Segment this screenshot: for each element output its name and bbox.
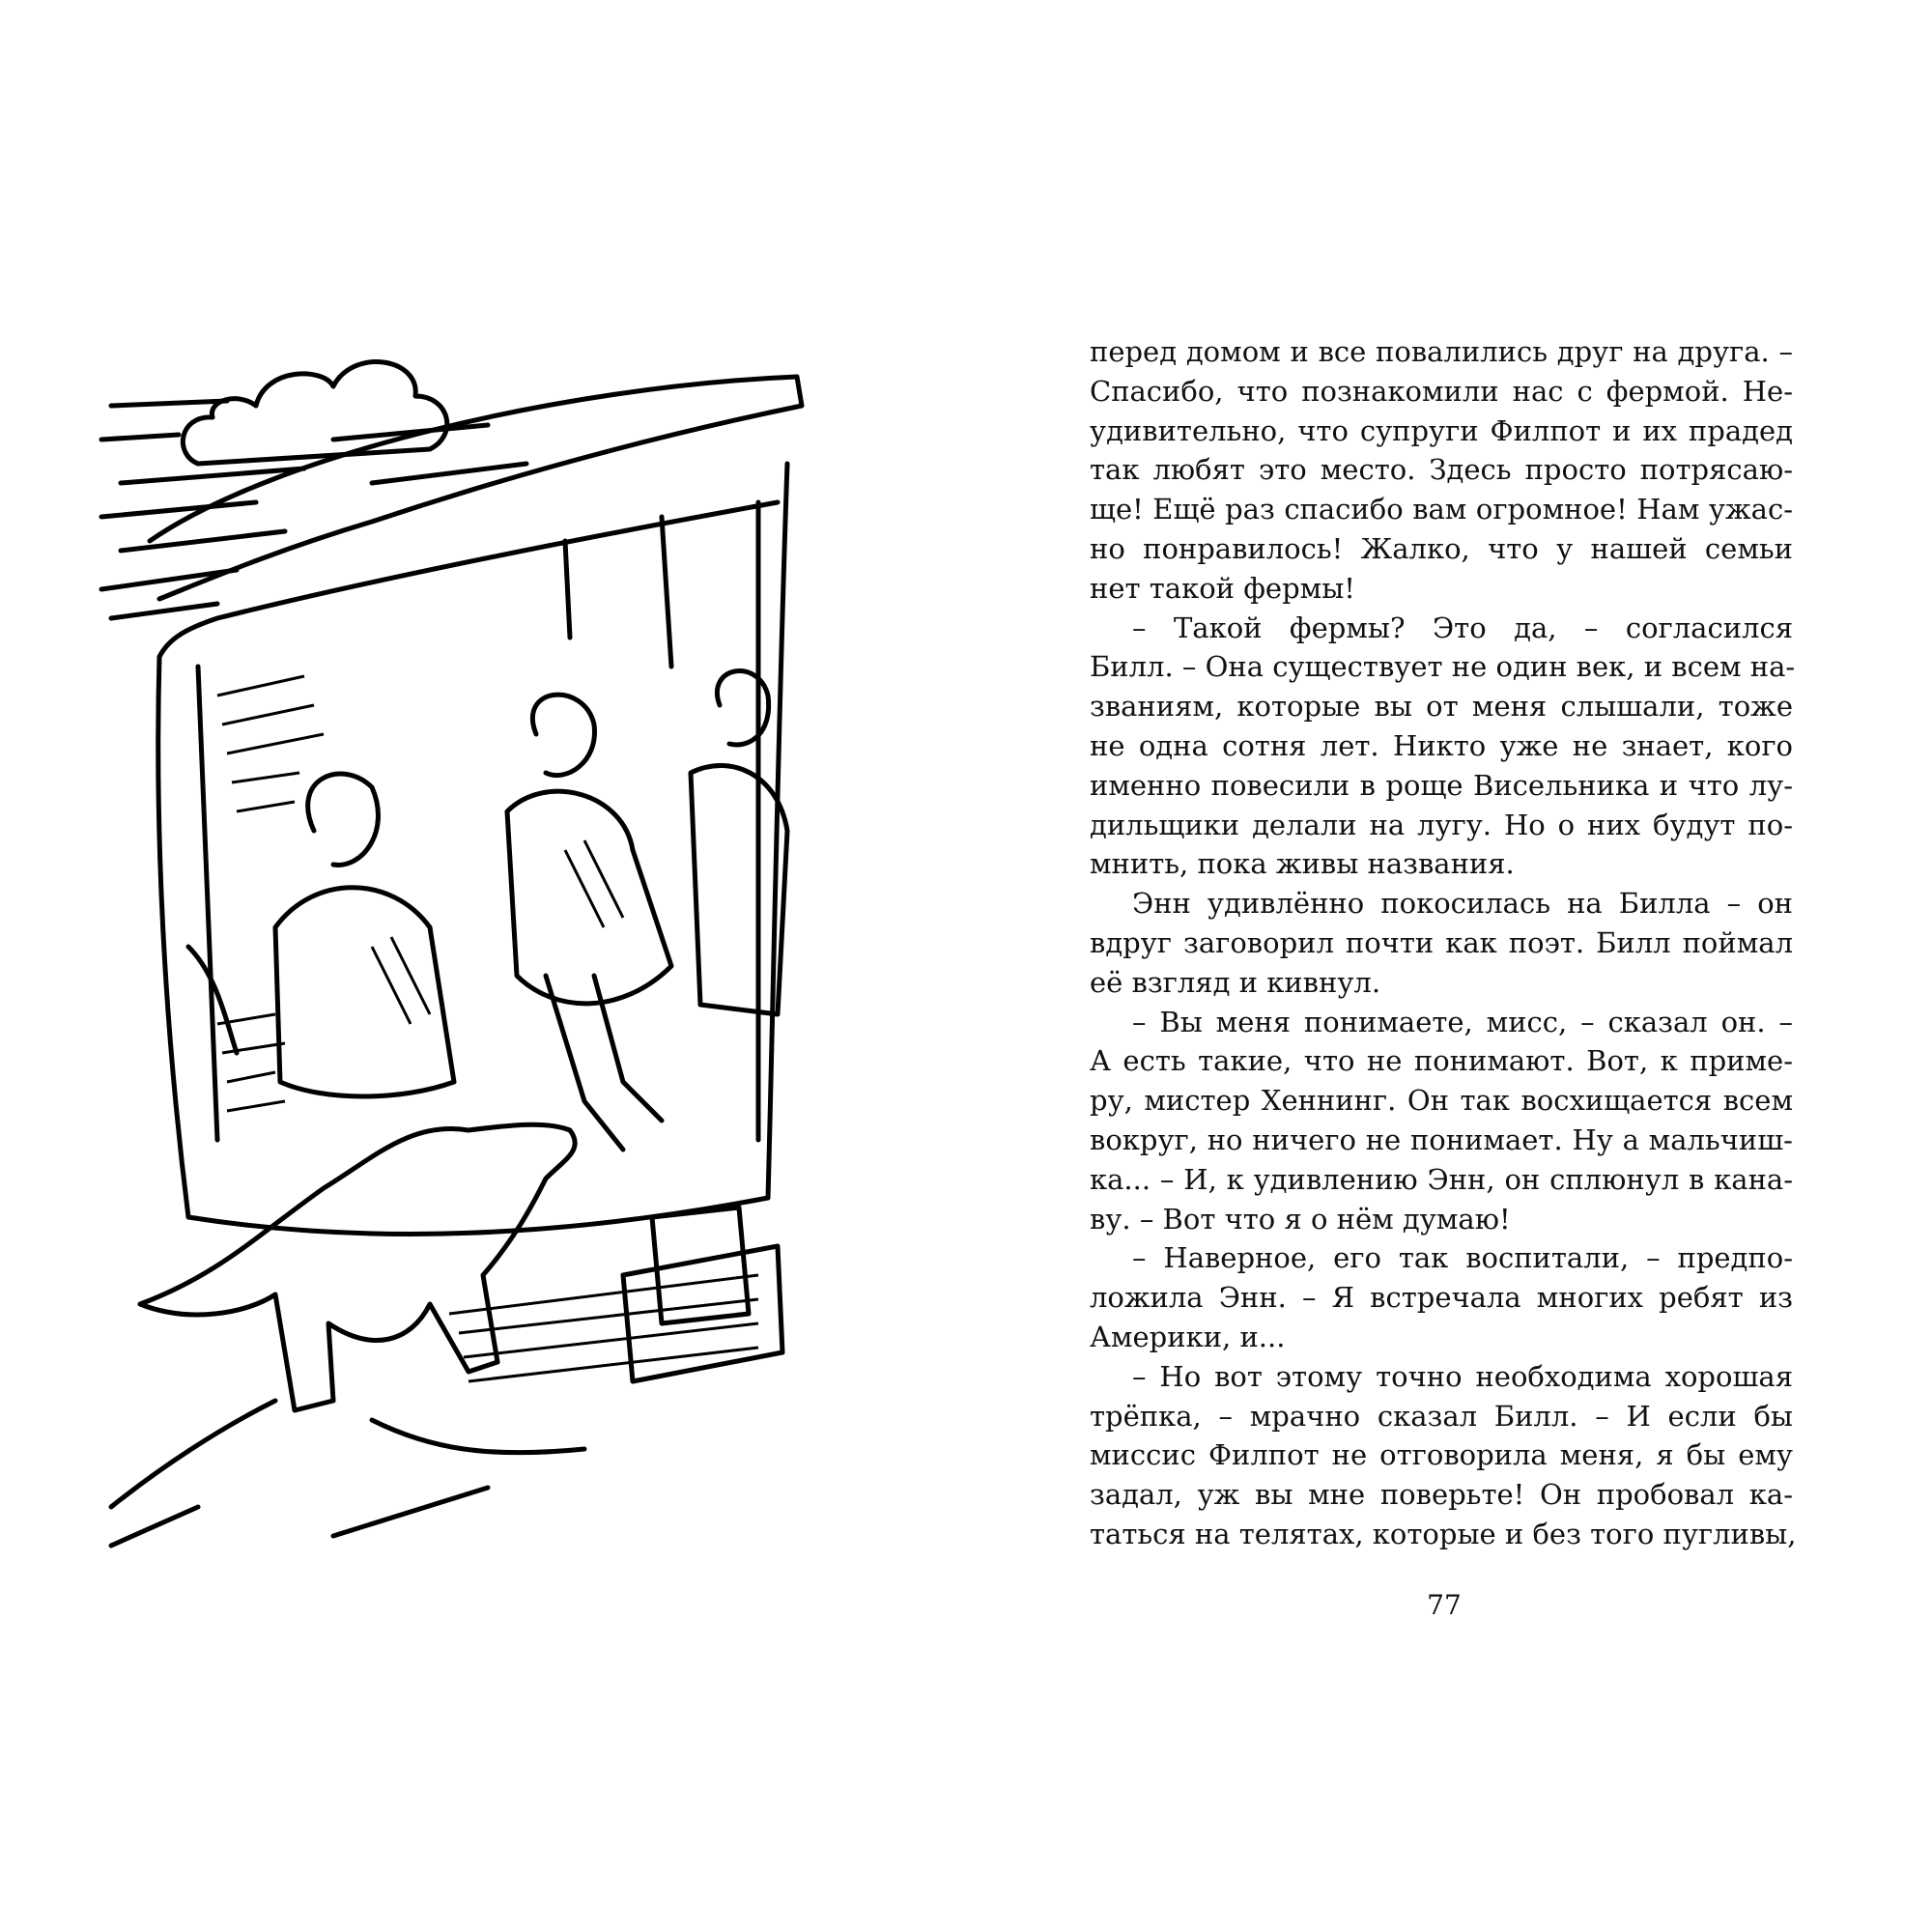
- text-line: званиям, которые вы от меня слышали, тоже: [1090, 690, 1793, 724]
- text-line: – Но вот этому точно необходима хорошая: [1132, 1359, 1793, 1393]
- text-line: миссис Филпот не отговорила меня, я бы ему: [1090, 1438, 1793, 1472]
- text-line: задал, уж вы мне поверьте! Он пробовал ка-: [1090, 1478, 1793, 1512]
- text-line: ка... – И, к удивлению Энн, он сплюнул в кана-: [1090, 1162, 1793, 1196]
- text-line: Билл. – Она существует не один век, и всем на-: [1090, 650, 1796, 684]
- text-line: вокруг, но ничего не понимает. Ну а мальчиш-: [1090, 1122, 1793, 1156]
- text-line: удивительно, что супруги Филпот и их прадед: [1090, 413, 1793, 447]
- text-column: [1090, 332, 1797, 1554]
- text-line: перед домом и все повалились друг на друга. –: [1090, 335, 1793, 368]
- text-line: так любят это место. Здесь просто потрясаю-: [1090, 453, 1793, 487]
- text-line: её взгляд и кивнул.: [1090, 965, 1381, 999]
- text-line: таться на телятах, которые и без того пугливы,: [1090, 1517, 1797, 1550]
- text-line: Америки, и...: [1090, 1320, 1286, 1353]
- text-line: нет такой фермы!: [1090, 571, 1355, 605]
- text-line: ву. – Вот что я о нём думаю!: [1090, 1202, 1511, 1236]
- text-line: А есть такие, что не понимают. Вот, к приме-: [1090, 1044, 1793, 1078]
- text-line: ще! Ещё раз спасибо вам огромное! Нам ужас-: [1090, 493, 1793, 526]
- text-line: не одна сотня лет. Никто уже не знает, кого: [1090, 728, 1793, 762]
- text-line: – Вы меня понимаете, мисс, – сказал он. –: [1132, 1005, 1793, 1038]
- text-line: ложила Энн. – Я встречала многих ребят из: [1090, 1281, 1793, 1315]
- text-line: Энн удивлённо покосилась на Билла – он: [1132, 887, 1793, 921]
- text-line: но понравилось! Жалко, что у нашей семьи: [1090, 531, 1793, 565]
- text-line: – Наверное, его так воспитали, – предпо-: [1132, 1241, 1793, 1275]
- text-line: мнить, пока живы названия.: [1090, 847, 1515, 881]
- text-line: трёпка, – мрачно сказал Билл. – И если бы: [1090, 1399, 1793, 1433]
- text-line: – Такой фермы? Это да, – согласился: [1132, 611, 1793, 644]
- text-line: Спасибо, что познакомили нас с фермой. Не-: [1090, 374, 1793, 408]
- text-line: ру, мистер Хеннинг. Он так восхищается всем: [1090, 1084, 1793, 1118]
- text-line: вдруг заговорил почти как поэт. Билл поймал: [1090, 925, 1793, 959]
- text-line: дильщики делали на лугу. Но о них будут по-: [1090, 808, 1793, 841]
- text-line: именно повесили в роще Висельника и что лу-: [1090, 768, 1793, 802]
- illustration: [82, 348, 913, 1565]
- page-number: 77: [1427, 1589, 1462, 1621]
- illustration-icon: [82, 348, 913, 1565]
